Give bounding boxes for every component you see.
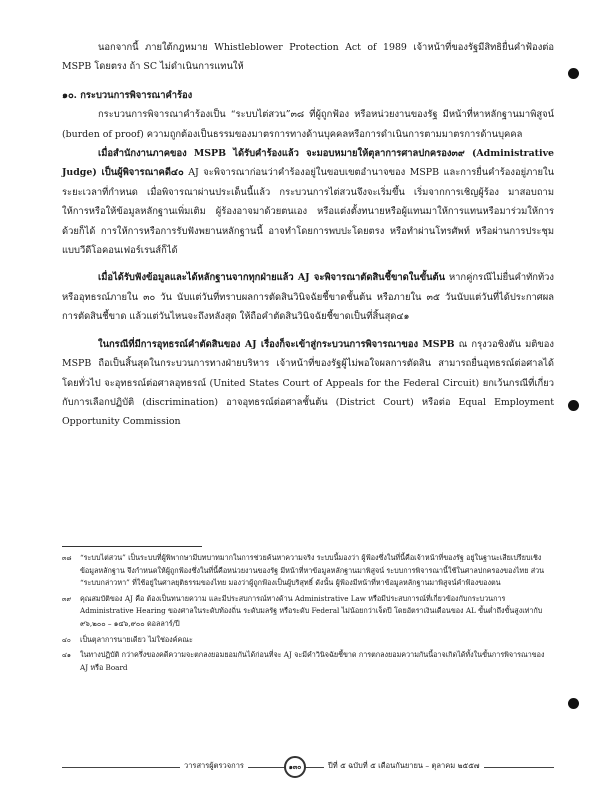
- footnote-text: คุณสมบัติของ AJ คือ ต้องเป็นทนายความ และมีประสบการณ์ทางด้าน Administrative Law หรือมีประสบการณ์ที่เกี่ยวข้องกับกระบวนการ Administrative Hearing ของศาลในระดับท้องถิ่น ระดับมลรัฐ หรือระดับ Federal ไม่น้อยกว่าเจ็ดปี โดยอัตราเงินเดือนของ AL ขั้นต่ำถึงขั้นสูงเท่ากับ ๙๖,๒๐๐ – ๑๔๖,๙๐๐ ดอลลาร์/ปี: [80, 593, 543, 628]
- binding-hole-icon: [568, 68, 579, 79]
- binding-hole-icon: [568, 400, 579, 411]
- footnote: [62, 552, 554, 590]
- footnote-mark: ๓๙: [62, 594, 72, 603]
- paragraph-decision-rest: หากคู่กรณีไม่ยื่นคำทักท้วงหรืออุทธรณ์ภายใน ๓๐ วัน นับแต่วันที่ทราบผลการตัดสินวินิจฉัยชี้ขาดชั้นต้น หรือภายใน ๓๕ วันนับแต่วันที่ได้ประกาศผลการตัดสินชี้ขาด แล้วแต่วันไหนจะถึงหลังสุด ให้ถือคำตัดสินวินิจฉัยชี้ขาดเป็นที่สิ้นสุด๔๑: [62, 272, 554, 323]
- footnote-text: เป็นตุลาการนายเดียว ไม่ใช่องค์คณะ: [80, 634, 193, 644]
- footnote-text: “ระบบไต่สวน” เป็นระบบที่ผู้พิพากษามีบทบาทมากในการช่วยค้นหาความจริง ระบบนี้มองว่า ผู้ฟ้องซึ่งในที่นี้คือเจ้าหน้าที่ของรัฐ อยู่ในฐานะเสียเปรียบเชิงข้อมูลหลักฐาน จึงกำหนดให้ผู้ถูกฟ้องซึ่งในที่นี้คือหน่วยงานของรัฐ มีหน้าที่หาข้อมูลหลักฐานมาพิสูจน์ ระบบการพิจารณานี้ใช้ในศาลปกครองของไทย ส่วน “ระบบกล่าวหา” ที่ใช้อยู่ในศาลยุติธรรมของไทย มองว่าผู้ถูกฟ้องเป็นผู้บริสุทธิ์ ดังนั้น ผู้ฟ้องมีหน้าที่หาข้อมูลหลักฐานมาพิสูจน์คำฟ้องของตน: [80, 553, 545, 588]
- footnote: [62, 593, 554, 631]
- footnote-mark: ๓๘: [62, 554, 72, 562]
- issue-info: ปีที่ ๕ ฉบับที่ ๕ เดือนกันยายน – ตุลาคม ๒๕๕๗: [324, 760, 484, 772]
- paragraph-assignment-rest: AJ จะพิจารณาก่อนว่าคำร้องอยู่ในขอบเขตอำนาจของ MSPB และการยื่นคำร้องอยู่ภายในระยะเวลาที่กำหนด เมื่อพิจารณาผ่านประเด็นนี้แล้ว กระบวนการไต่สวนจึงจะเริ่มขึ้น เริ่มจากการเชิญผู้ร้อง มาสอบถามให้การหรือให้ข้อมูลหลักฐานเพิ่มเติม ผู้ร้องอาจมาด้วยตนเอง หรือแต่งตั้งทนายหรือผู้แทนมาให้การแทนหรือมาร่วมให้การด้วยก็ได้ การให้การหรือการรับฟังพยานหลักฐานนี้ อาจทำโดยการพบปะโดยตรง หรือทำผ่านโทรศัพท์ หรือผ่านการประชุมแบบวีดีโอคอนเฟอร์เรนส์ก็ได้: [62, 167, 554, 257]
- footnotes: [62, 552, 554, 677]
- paragraph-assignment-lead: เมื่อสำนักงานภาคของ MSPB ได้รับคำร้องแล้ว จะมอบหมายให้ตุลาการศาลปกครอง๓๙ (Administrative Judge) เป็นผู้พิจารณาคดี๔๐: [62, 148, 554, 179]
- page-footer: [62, 756, 554, 778]
- page-number-emblem: [284, 756, 306, 778]
- footnote: [62, 634, 554, 647]
- body-text: [62, 38, 554, 432]
- paragraph-decision-lead: เมื่อได้รับฟังข้อมูลและได้หลักฐานจากทุกฝ่ายแล้ว AJ จะพิจารณาตัดสินชี้ขาดในขั้นต้น: [98, 272, 446, 284]
- footnote-text: ในทางปฏิบัติ กว่าครึ่งของคดีความจะตกลงยอมยอมกันได้ก่อนที่จะ AJ จะมีคำวินิจฉัยชี้ขาด การตกลงยอมความกันนี้อาจเกิดได้ทั้งในขั้นการพิจารณาของ AJ หรือ Board: [80, 650, 545, 672]
- journal-name: วารสารผู้ตรวจการ: [180, 760, 248, 772]
- footnote: [62, 649, 554, 674]
- paragraph-appeal-rest: ณ กรุงวอชิงตัน มติของ MSPB ถือเป็นสิ้นสุดในกระบวนการทางฝ่ายบริหาร เจ้าหน้าที่ของรัฐผู้ไม่พอใจผลการตัดสิน สามารถยื่นอุทธรณ์ต่อศาลได้ โดยทั่วไป จะอุทธรณ์ต่อศาลอุทธรณ์ (United States Court of Appeals for the Federal Circuit) ยกเว้นกรณีที่เกี่ยวกับการเลือกปฏิบัติ (discrimination) อาจอุทธรณ์ต่อศาลชั้นต้น (District Court) หรือต่อ Equal Employment Opportunity Commission: [62, 338, 554, 428]
- footnote-mark: ๔๐: [62, 635, 71, 644]
- paragraph-assignment: [62, 144, 554, 260]
- paragraph-inquisitorial: กระบวนการพิจารณาคำร้องเป็น “ระบบไต่สวน”๓๘ ที่ผู้ถูกฟ้อง หรือหน่วยงานของรัฐ มีหน้าที่หาหลักฐานมาพิสูจน์ (burden of proof) ความถูกต้องเป็นธรรมของมาตรการทางด้านบุคคลหรือการดำเนินการตามมาตรการด้านบุคคล: [62, 109, 554, 140]
- footnote-mark: ๔๑: [62, 651, 72, 660]
- page-number: ๑๓๐: [288, 763, 302, 771]
- binding-hole-icon: [568, 698, 579, 709]
- paragraph-appeal-lead: ในกรณีที่มีการอุทธรณ์คำตัดสินของ AJ เรื่องก็จะเข้าสู่กระบวนการพิจารณาของ MSPB: [98, 338, 455, 350]
- section-heading: ๑๐. กระบวนการพิจารณาคำร้อง: [62, 89, 193, 101]
- paragraph-appeal: [62, 335, 554, 432]
- paragraph-intro: นอกจากนี้ ภายใต้กฎหมาย Whistleblower Protection Act of 1989 เจ้าหน้าที่ของรัฐมีสิทธิยื่นคำฟ้องต่อ MSPB โดยตรง ถ้า SC ไม่ดำเนินการแทนให้: [62, 42, 554, 73]
- footnote-divider: [62, 546, 202, 547]
- paragraph-decision: [62, 268, 554, 326]
